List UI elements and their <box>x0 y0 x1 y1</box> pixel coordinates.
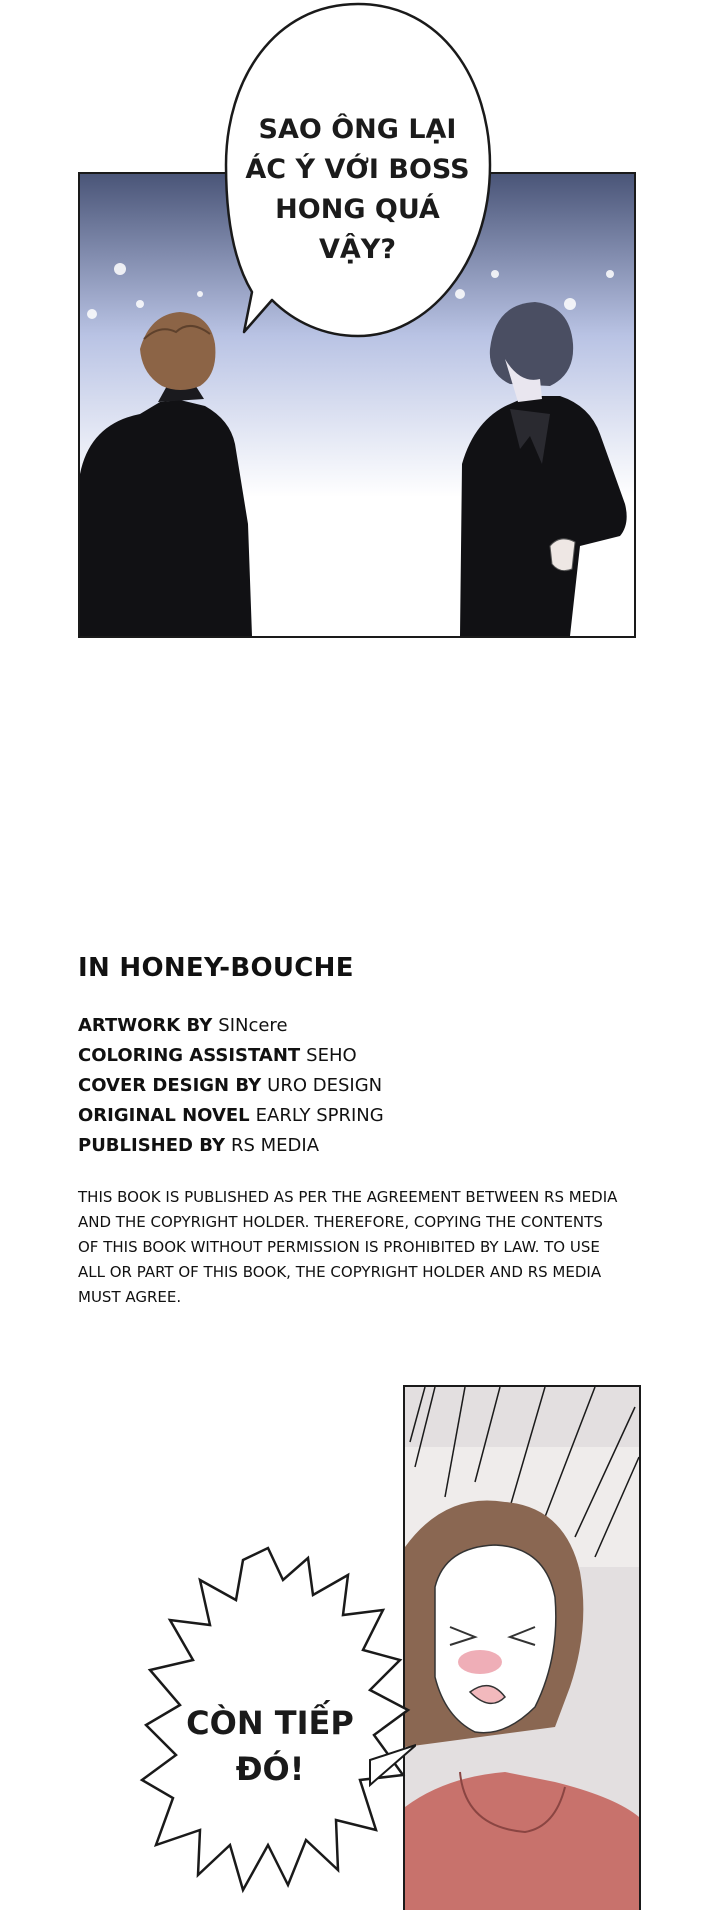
series-title: IN HONEY-BOUCHE <box>78 953 354 983</box>
credit-role: ORIGINAL NOVEL <box>78 1105 250 1126</box>
bubble-1-line-1: SAO ÔNG LẠI <box>258 114 457 145</box>
bubble-1-line-2: ÁC Ý VỚI BOSS <box>245 154 470 185</box>
credit-role: ARTWORK BY <box>78 1015 213 1036</box>
panel-blushing-girl-illustration <box>405 1387 639 1910</box>
credit-role: PUBLISHED BY <box>78 1135 225 1156</box>
credit-role: COVER DESIGN BY <box>78 1075 262 1096</box>
copyright-notice: THIS BOOK IS PUBLISHED AS PER THE AGREEMENT BETWEEN RS MEDIA AND THE COPYRIGHT HOLDER. THEREFORE, COPYING THE CONTENTS OF THIS BOOK WITHOUT PERMISSION IS PROHIBITED BY LAW. TO USE ALL OR PART OF THIS BOOK, THE COPYRIGHT HOLDER AND RS MEDIA MUST AGREE. <box>78 1188 618 1306</box>
credit-publisher <box>78 1131 618 1161</box>
credit-novel <box>78 1101 618 1131</box>
speech-bubble-1-text <box>235 110 480 270</box>
bubble-2-line-1: CÒN TIẾP <box>186 1704 354 1742</box>
bubble-1-line-4: VẬY? <box>318 234 396 265</box>
credit-name: URO DESIGN <box>267 1075 383 1096</box>
credit-artwork <box>78 1011 618 1041</box>
credit-name: SEHO <box>306 1045 357 1066</box>
bubble-2-line-2: ĐÓ! <box>235 1750 305 1788</box>
credit-name: EARLY SPRING <box>255 1105 384 1126</box>
credit-role: COLORING ASSISTANT <box>78 1045 301 1066</box>
credit-coloring <box>78 1041 618 1071</box>
credits-block <box>78 953 618 1310</box>
credit-name: RS MEDIA <box>231 1135 320 1156</box>
bubble-1-line-3: HONG QUÁ <box>275 194 440 225</box>
speech-bubble-2-text <box>150 1700 390 1792</box>
credit-cover <box>78 1071 618 1101</box>
credit-name: SINcere <box>218 1015 288 1036</box>
panel-blushing-girl <box>403 1385 641 1910</box>
